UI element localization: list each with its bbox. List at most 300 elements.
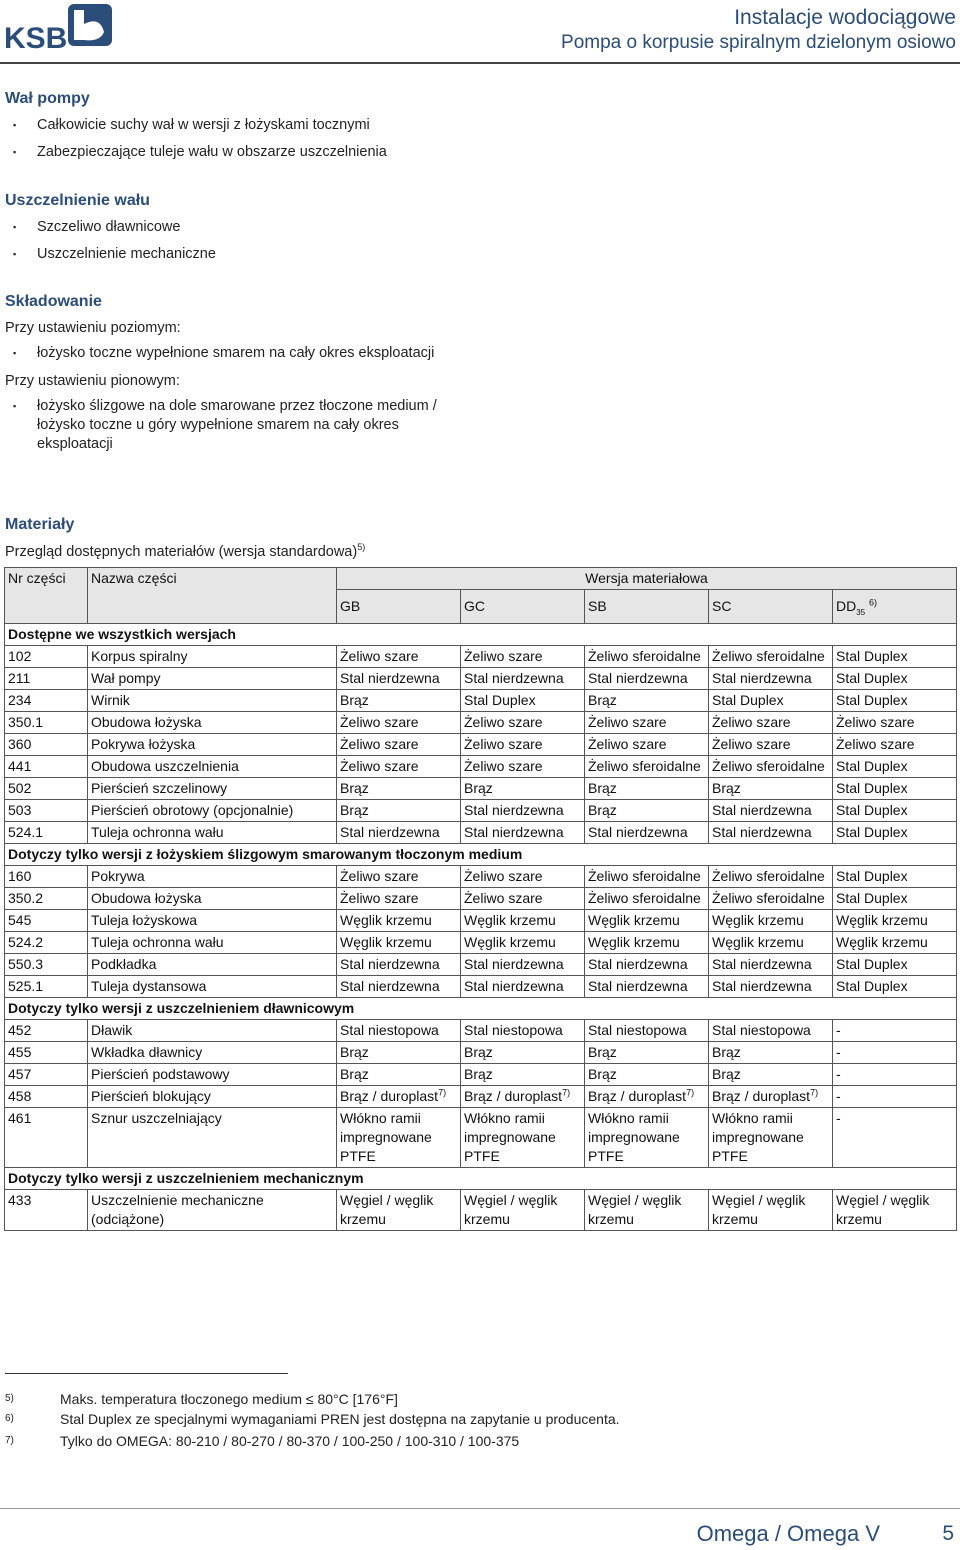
footnote-text: Maks. temperatura tłoczonego medium ≤ 80°C [176°F] — [60, 1391, 398, 1407]
table-cell — [5, 667, 88, 689]
cell-text: Żeliwo sferoidalne — [712, 647, 825, 664]
cell-text: 102 — [8, 647, 32, 664]
svg-text:KSB: KSB — [4, 22, 68, 54]
header-title: Instalacje wodociągowe — [734, 6, 956, 29]
table-cell — [461, 821, 585, 843]
cell-text: Żeliwo szare — [836, 735, 915, 752]
cell-text: Obudowa uszczelnienia — [91, 757, 239, 774]
table-cell — [585, 1085, 709, 1107]
cell-text: Żeliwo szare — [340, 889, 419, 906]
table-row — [5, 711, 957, 733]
table-cell — [833, 931, 957, 953]
cell-text: Brąz / duroplast — [588, 1087, 687, 1104]
cell-text: Żeliwo sferoidalne — [588, 757, 701, 774]
table-row — [5, 799, 957, 821]
table-cell — [337, 1107, 461, 1167]
cell-text: Stal nierdzewna — [588, 669, 688, 686]
table-cell — [461, 733, 585, 755]
column-header-sb: SB — [585, 590, 709, 624]
table-cell — [585, 645, 709, 667]
cell-text: Pokrywa łożyska — [91, 735, 196, 752]
table-row — [5, 953, 957, 975]
cell-text: 452 — [8, 1021, 32, 1038]
table-cell — [5, 821, 88, 843]
table-cell — [585, 667, 709, 689]
table-cell — [88, 975, 337, 997]
header-divider — [0, 62, 960, 64]
table-cell — [337, 667, 461, 689]
table-cell — [5, 1189, 88, 1230]
table-row — [5, 645, 957, 667]
cell-text: Brąz — [588, 1065, 617, 1082]
cell-text: 545 — [8, 911, 32, 928]
cell-text: Żeliwo szare — [340, 647, 419, 664]
table-cell — [585, 777, 709, 799]
table-cell — [5, 887, 88, 909]
table-cell — [709, 777, 833, 799]
table-cell — [709, 1041, 833, 1063]
table-header-row — [5, 568, 957, 590]
table-cell — [709, 909, 833, 931]
table-cell — [88, 667, 337, 689]
cell-text: Brąz / duroplast — [712, 1087, 811, 1104]
table-cell — [585, 975, 709, 997]
cell-text: Brąz / duroplast — [464, 1087, 563, 1104]
table-cell — [461, 1063, 585, 1085]
cell-text: Brąz — [588, 801, 617, 818]
table-cell — [337, 887, 461, 909]
table-cell — [337, 1063, 461, 1085]
cell-text: Żeliwo szare — [588, 735, 667, 752]
table-cell — [5, 975, 88, 997]
group-title: Dostępne we wszystkich wersjach — [5, 623, 957, 645]
header-subtitle: Pompa o korpusie spiralnym dzielonym osiowo — [561, 32, 956, 53]
list-item: ▪ Uszczelnienie mechaniczne — [13, 245, 477, 264]
cell-text: Węglik krzemu — [836, 933, 928, 950]
table-cell — [585, 689, 709, 711]
footnote-ref: 6) — [869, 597, 878, 608]
cell-text: Pierścień szczelinowy — [91, 779, 228, 796]
cell-text: Żeliwo sferoidalne — [588, 647, 701, 664]
table-group-row — [5, 997, 957, 1019]
list-item: ▪ łożysko toczne wypełnione smarem na cały okres eksploatacji — [13, 344, 477, 363]
cell-text: Stal nierdzewna — [464, 955, 564, 972]
table-cell — [833, 733, 957, 755]
cell-text: Brąz — [464, 1065, 493, 1082]
cell-text: Podkładka — [91, 955, 157, 972]
table-cell — [88, 689, 337, 711]
cell-text: Węglik krzemu — [588, 911, 680, 928]
footer-divider — [0, 1508, 960, 1509]
table-cell — [461, 865, 585, 887]
table-cell — [585, 887, 709, 909]
cell-text: Stal nierdzewna — [464, 669, 564, 686]
cell-text: Stal nierdzewna — [712, 823, 812, 840]
group-title: Dotyczy tylko wersji z uszczelnieniem mechanicznym — [5, 1167, 957, 1189]
table-cell — [833, 821, 957, 843]
table-cell — [461, 931, 585, 953]
table-cell — [461, 1019, 585, 1041]
materials-table — [4, 567, 957, 1231]
table-cell — [585, 755, 709, 777]
table-cell — [337, 931, 461, 953]
cell-text: - — [836, 1065, 841, 1082]
cell-text: Stal nierdzewna — [464, 823, 564, 840]
table-cell — [88, 1107, 337, 1167]
cell-text: Żeliwo sferoidalne — [712, 889, 825, 906]
bullet-list — [5, 397, 477, 454]
cell-text: Obudowa łożyska — [91, 713, 202, 730]
cell-text: Żeliwo szare — [464, 867, 543, 884]
table-cell — [337, 865, 461, 887]
cell-text: 360 — [8, 735, 32, 752]
cell-text: 524.2 — [8, 933, 44, 950]
cell-text: 458 — [8, 1087, 32, 1104]
cell-text: Dławik — [91, 1021, 133, 1038]
table-cell — [88, 755, 337, 777]
table-cell — [709, 1063, 833, 1085]
table-cell — [461, 711, 585, 733]
cell-text: Brąz — [340, 779, 369, 796]
table-cell — [833, 1063, 957, 1085]
table-cell — [709, 1107, 833, 1167]
cell-text: Brąz / duroplast — [340, 1087, 439, 1104]
storage-horizontal-label: Przy ustawieniu poziomym: — [5, 320, 181, 336]
list-item: ▪ Szczeliwo dławnicowe — [13, 218, 477, 237]
cell-text: Żeliwo szare — [712, 713, 791, 730]
table-cell — [709, 733, 833, 755]
cell-text: Wkładka dławnicy — [91, 1043, 203, 1060]
table-cell — [833, 1019, 957, 1041]
footnote-ref: 5) — [357, 542, 366, 553]
materials-table-body — [5, 623, 957, 1230]
cell-text: Brąz — [464, 779, 493, 796]
cell-text: Sznur uszczelniający — [91, 1109, 222, 1126]
table-cell — [709, 865, 833, 887]
cell-text: Stal Duplex — [836, 889, 908, 906]
cell-text: Włókno ramii impregnowane PTFE — [340, 1109, 432, 1164]
table-cell — [461, 755, 585, 777]
cell-text: Brąz — [588, 779, 617, 796]
cell-text: 234 — [8, 691, 32, 708]
table-row — [5, 689, 957, 711]
table-row — [5, 1019, 957, 1041]
table-cell — [5, 645, 88, 667]
cell-text: Wirnik — [91, 691, 130, 708]
cell-text: 350.1 — [8, 713, 44, 730]
cell-text: Węglik krzemu — [340, 933, 432, 950]
cell-text: Uszczelnienie mechaniczne (odciążone) — [91, 1191, 264, 1227]
list-item: ▪ Całkowicie suchy wał w wersji z łożyskami tocznymi — [13, 116, 477, 135]
cell-text: Stal Duplex — [836, 867, 908, 884]
column-header-version: Wersja materiałowa — [337, 568, 957, 590]
cell-text: Korpus spiralny — [91, 647, 188, 664]
footnote-mark: 7) — [5, 1435, 14, 1446]
section-title: Materiały — [5, 516, 75, 533]
table-cell — [461, 909, 585, 931]
cell-text: Włókno ramii impregnowane PTFE — [712, 1109, 804, 1164]
cell-text: - — [836, 1087, 841, 1104]
table-cell — [461, 887, 585, 909]
cell-text: 441 — [8, 757, 32, 774]
cell-text: Brąz — [712, 1065, 741, 1082]
table-cell — [833, 755, 957, 777]
cell-text: Brąz — [588, 691, 617, 708]
table-cell — [585, 1063, 709, 1085]
cell-text: Pierścień obrotowy (opcjonalnie) — [91, 801, 294, 818]
cell-text: Żeliwo szare — [836, 713, 915, 730]
cell-text: Żeliwo sferoidalne — [712, 757, 825, 774]
cell-text: Brąz — [340, 1043, 369, 1060]
section-storage — [5, 291, 477, 462]
cell-text: Żeliwo szare — [712, 735, 791, 752]
cell-text: 457 — [8, 1065, 32, 1082]
table-cell — [5, 1019, 88, 1041]
table-cell — [461, 799, 585, 821]
bullet-list — [5, 344, 477, 363]
table-cell — [585, 821, 709, 843]
cell-text: Węgiel / węglik krzemu — [836, 1191, 930, 1227]
table-cell — [5, 777, 88, 799]
footnote-ref: 7) — [562, 1087, 571, 1098]
table-cell — [709, 1085, 833, 1107]
cell-text: Żeliwo szare — [464, 889, 543, 906]
table-cell — [88, 1019, 337, 1041]
cell-text: Brąz — [464, 1043, 493, 1060]
bullet-list — [5, 218, 477, 264]
table-cell — [585, 953, 709, 975]
table-cell — [709, 667, 833, 689]
table-cell — [88, 733, 337, 755]
cell-text: Stal Duplex — [464, 691, 536, 708]
table-cell — [585, 1041, 709, 1063]
cell-text: - — [836, 1109, 841, 1126]
table-cell — [833, 1189, 957, 1230]
cell-text: Stal nierdzewna — [588, 955, 688, 972]
cell-text: Węglik krzemu — [712, 933, 804, 950]
table-cell — [833, 887, 957, 909]
table-cell — [709, 689, 833, 711]
cell-text: Węglik krzemu — [836, 911, 928, 928]
table-row — [5, 821, 957, 843]
cell-text: Stal niestopowa — [712, 1021, 811, 1038]
list-item: ▪ Zabezpieczające tuleje wału w obszarze uszczelnienia — [13, 143, 477, 162]
cell-text: 503 — [8, 801, 32, 818]
column-header-dd35 — [833, 590, 957, 624]
table-row — [5, 1063, 957, 1085]
footnote-mark: 5) — [5, 1393, 14, 1404]
table-row — [5, 755, 957, 777]
table-row — [5, 1107, 957, 1167]
materials-intro-text: Przegląd dostępnych materiałów (wersja standardowa) — [5, 544, 358, 560]
table-cell — [337, 1189, 461, 1230]
cell-text: Stal niestopowa — [588, 1021, 687, 1038]
table-cell — [5, 909, 88, 931]
table-cell — [461, 975, 585, 997]
section-shaft — [5, 88, 477, 170]
table-cell — [585, 711, 709, 733]
group-title: Dotyczy tylko wersji z uszczelnieniem dławnicowym — [5, 997, 957, 1019]
cell-text: Żeliwo szare — [464, 735, 543, 752]
table-cell — [5, 1041, 88, 1063]
table-cell — [585, 909, 709, 931]
table-cell — [833, 909, 957, 931]
cell-text: Brąz — [340, 1065, 369, 1082]
table-cell — [337, 1041, 461, 1063]
table-cell — [833, 1041, 957, 1063]
cell-text: Żeliwo szare — [340, 867, 419, 884]
cell-text: Włókno ramii impregnowane PTFE — [464, 1109, 556, 1164]
cell-text: Tuleja ochronna wału — [91, 933, 224, 950]
cell-text: Węglik krzemu — [712, 911, 804, 928]
table-cell — [585, 865, 709, 887]
table-cell — [709, 799, 833, 821]
cell-text: Wał pompy — [91, 669, 161, 686]
table-cell — [5, 1063, 88, 1085]
cell-text: Żeliwo szare — [340, 757, 419, 774]
column-header-part-no: Nr części — [5, 568, 88, 624]
table-cell — [5, 755, 88, 777]
dd-label: DD — [836, 598, 857, 614]
cell-text: Stal nierdzewna — [340, 955, 440, 972]
cell-text: Stal nierdzewna — [588, 823, 688, 840]
cell-text: Stal niestopowa — [340, 1021, 439, 1038]
section-materials — [5, 514, 365, 562]
table-cell — [709, 711, 833, 733]
table-cell — [88, 1063, 337, 1085]
cell-text: Żeliwo szare — [464, 713, 543, 730]
cell-text: Tuleja łożyskowa — [91, 911, 198, 928]
cell-text: Stal Duplex — [712, 691, 784, 708]
table-cell — [833, 865, 957, 887]
table-cell — [337, 975, 461, 997]
cell-text: Stal nierdzewna — [712, 801, 812, 818]
cell-text: Żeliwo sferoidalne — [712, 867, 825, 884]
cell-text: Żeliwo szare — [588, 713, 667, 730]
table-cell — [88, 1189, 337, 1230]
table-cell — [709, 1019, 833, 1041]
bullet-list — [5, 116, 477, 162]
cell-text: 524.1 — [8, 823, 44, 840]
cell-text: Stal nierdzewna — [712, 669, 812, 686]
cell-text: 461 — [8, 1109, 32, 1126]
table-cell — [88, 799, 337, 821]
cell-text: Pokrywa — [91, 867, 145, 884]
storage-vertical-label: Przy ustawieniu pionowym: — [5, 373, 180, 389]
cell-text: Brąz — [712, 1043, 741, 1060]
materials-intro — [5, 542, 365, 562]
page-number: 5 — [942, 1522, 954, 1545]
table-cell — [88, 865, 337, 887]
column-header-sc: SC — [709, 590, 833, 624]
table-cell — [88, 777, 337, 799]
cell-text: Brąz — [712, 779, 741, 796]
table-cell — [833, 689, 957, 711]
table-cell — [337, 777, 461, 799]
cell-text: Węglik krzemu — [464, 911, 556, 928]
cell-text: Węglik krzemu — [464, 933, 556, 950]
section-seal — [5, 190, 477, 272]
table-cell — [461, 953, 585, 975]
cell-text: Obudowa łożyska — [91, 889, 202, 906]
footnote — [5, 1432, 519, 1450]
cell-text: - — [836, 1021, 841, 1038]
cell-text: Węgiel / węglik krzemu — [340, 1191, 434, 1227]
table-cell — [337, 799, 461, 821]
list-item: ▪ łożysko ślizgowe na dole smarowane przez tłoczone medium / łożysko toczne u góry wypełnione smarem na cały okres eksploatacji — [13, 397, 477, 454]
cell-text: Stal Duplex — [836, 779, 908, 796]
cell-text: Żeliwo szare — [464, 647, 543, 664]
table-row — [5, 1085, 957, 1107]
cell-text: Stal nierdzewna — [340, 823, 440, 840]
cell-text: Stal nierdzewna — [712, 955, 812, 972]
table-cell — [337, 645, 461, 667]
table-cell — [709, 645, 833, 667]
table-cell — [709, 755, 833, 777]
footnote-ref: 7) — [438, 1087, 447, 1098]
column-header-gc: GC — [461, 590, 585, 624]
cell-text: Stal niestopowa — [464, 1021, 563, 1038]
cell-text: Włókno ramii impregnowane PTFE — [588, 1109, 680, 1164]
table-cell — [5, 711, 88, 733]
table-row — [5, 667, 957, 689]
table-cell — [833, 953, 957, 975]
table-cell — [461, 1189, 585, 1230]
table-cell — [833, 667, 957, 689]
table-cell — [337, 953, 461, 975]
cell-text: Stal nierdzewna — [464, 801, 564, 818]
table-cell — [5, 689, 88, 711]
table-cell — [461, 667, 585, 689]
cell-text: 211 — [8, 669, 31, 686]
cell-text: 525.1 — [8, 977, 44, 994]
table-row — [5, 909, 957, 931]
table-cell — [88, 909, 337, 931]
table-cell — [88, 1085, 337, 1107]
cell-text: Stal Duplex — [836, 669, 908, 686]
cell-text: Węglik krzemu — [588, 933, 680, 950]
table-cell — [88, 711, 337, 733]
cell-text: Stal nierdzewna — [340, 669, 440, 686]
cell-text: 350.2 — [8, 889, 44, 906]
table-cell — [88, 1041, 337, 1063]
table-cell — [709, 1189, 833, 1230]
table-cell — [585, 1019, 709, 1041]
cell-text: Stal Duplex — [836, 691, 908, 708]
table-cell — [585, 931, 709, 953]
section-title: Uszczelnienie wału — [5, 192, 150, 209]
cell-text: Żeliwo szare — [464, 757, 543, 774]
table-row — [5, 887, 957, 909]
table-cell — [833, 799, 957, 821]
table-row — [5, 777, 957, 799]
table-group-row — [5, 1167, 957, 1189]
cell-text: Stal nierdzewna — [588, 977, 688, 994]
table-cell — [461, 1041, 585, 1063]
table-cell — [709, 975, 833, 997]
cell-text: Stal Duplex — [836, 647, 908, 664]
table-cell — [709, 821, 833, 843]
footnote — [5, 1390, 398, 1408]
table-cell — [585, 799, 709, 821]
cell-text: - — [836, 1043, 841, 1060]
cell-text: Żeliwo szare — [340, 735, 419, 752]
cell-text: Żeliwo sferoidalne — [588, 867, 701, 884]
table-row — [5, 865, 957, 887]
cell-text: Węgiel / węglik krzemu — [588, 1191, 682, 1227]
table-cell — [337, 1085, 461, 1107]
cell-text: Węgiel / węglik krzemu — [464, 1191, 558, 1227]
